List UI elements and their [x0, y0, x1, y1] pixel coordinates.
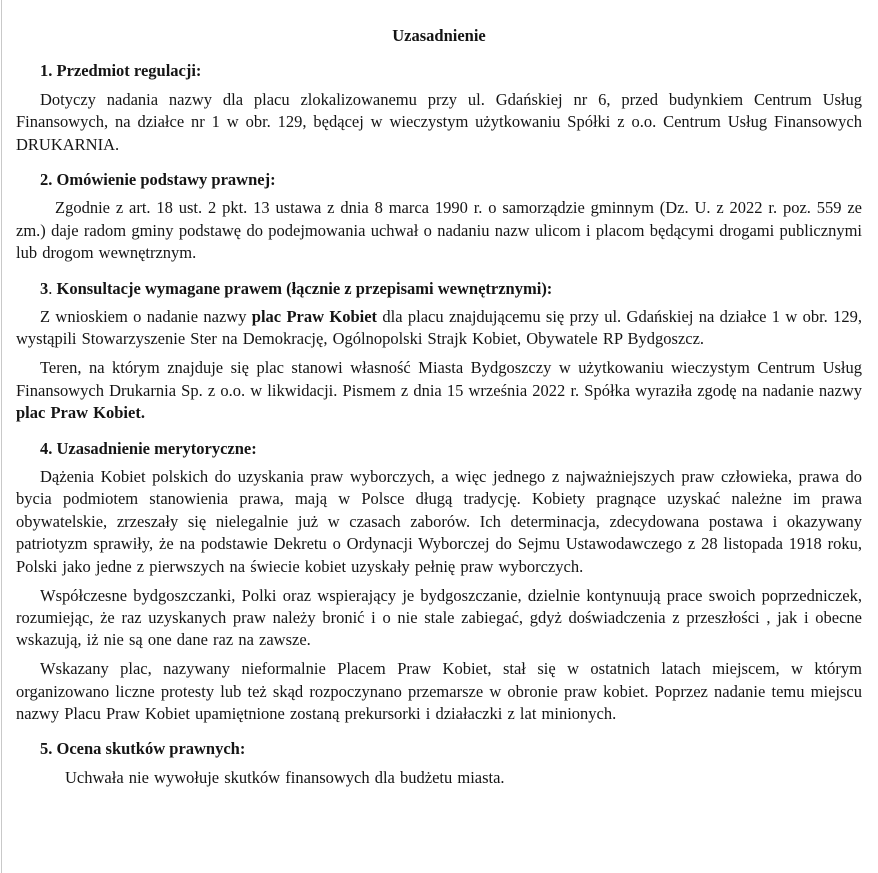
paragraph-text: dla placu znajdującemu się przy ul. Gdańskiej na działce 1 w obr. 129, wystąpili Stowarzyszenie Ster na Demokrację, Ogólnopolski Strajk Kobiet, Obywatele RP Bydgoszcz. [16, 307, 862, 349]
section-3-heading-number: 3 [40, 278, 49, 298]
section-3-heading-separator: . [48, 278, 57, 298]
paragraph-text: Z wnioskiem o nadanie nazwy [40, 307, 252, 327]
bold-phrase-plac-praw-kobiet: plac Praw Kobiet [251, 307, 378, 327]
section-3-paragraph-1 [16, 306, 862, 351]
section-4-heading: 4. Uzasadnienie merytoryczne: [40, 438, 257, 458]
section-5-paragraph-1: Uchwała nie wywołuje skutków finansowych dla budżetu miasta. [65, 767, 505, 787]
section-5-heading: 5. Ocena skutków prawnych: [40, 739, 246, 759]
section-2-heading: 2. Omówienie podstawy prawnej: [40, 170, 276, 190]
section-3-heading [16, 278, 862, 300]
paragraph-text: Teren, na którym znajduje się plac stanowi własność Miasta Bydgoszczy w użytkowaniu wieczystym Centrum Usług Finansowych Drukarnia Sp. z o.o. w likwidacji. Pismem z dnia 15 września 2022 r. Spółka wyraziła zgodę na nadanie nazwy [16, 358, 862, 400]
bold-phrase-plac-praw-kobiet: plac Praw Kobiet. [16, 403, 145, 423]
section-3-paragraph-2 [16, 357, 862, 424]
section-3-heading-text: Konsultacje wymagane prawem (łącznie z przepisami wewnętrznymi): [56, 278, 553, 298]
section-4-paragraph-1: Dążenia Kobiet polskich do uzyskania praw wyborczych, a więc jednego z najważniejszych praw człowieka, prawa do bycia podmiotem stanowienia prawa, mają w Polsce długą tradycję. Kobiety pragnące uzyskać należne im prawa obywatelskie, zrzeszały się nielegalnie już w czasach zaborów. Ich determinacja, zdecydowana postawa i okazywany patriotyzm sprawiły, że na podstawie Dekretu o Ordynacji Wyborczej do Sejmu Ustawodawczego z 28 listopada 1918 roku, Polski jako jedne z pierwszych na świecie kobiet uzyskały pełnię praw wyborczych. [16, 467, 862, 576]
section-4-paragraph-2: Współczesne bydgoszczanki, Polki oraz wspierający je bydgoszczanie, dzielnie kontynuują prace swoich poprzedniczek, rozumiejąc, że raz uzyskanych praw należy bronić i o nie stale zabiegać, gdyż doświadczenia z przeszłości , jak i obecne wskazują, iż nie są one dane raz na zawsze. [16, 585, 862, 650]
section-1-heading: 1. Przedmiot regulacji: [40, 61, 202, 81]
section-4-paragraph-3: Wskazany plac, nazywany nieformalnie Placem Praw Kobiet, stał się w ostatnich latach miejscem, w którym organizowano liczne protesty lub też skąd rozpoczynano przemarsze w obronie praw kobiet. Poprzez nadanie temu miejscu nazwy Placu Praw Kobiet upamiętnione zostaną prekursorki i działaczki z lat minionych. [16, 659, 862, 724]
section-2-paragraph-1: Zgodnie z art. 18 ust. 2 pkt. 13 ustawa z dnia 8 marca 1990 r. o samorządzie gminnym (Dz. U. z 2022 r. poz. 559 ze zm.) daje radom gminy podstawę do podejmowania uchwał o nadaniu nazw ulicom i placom będącymi drogami publicznymi lub drogom wewnętrznym. [16, 198, 862, 263]
section-1-paragraph-1: Dotyczy nadania nazwy dla placu zlokalizowanemu przy ul. Gdańskiej nr 6, przed budynkiem Centrum Usług Finansowych, na działce nr 1 w obr. 129, będącej w wieczystym użytkowaniu Spółki z o.o. Centrum Usług Finansowych DRUKARNIA. [16, 89, 862, 154]
document-title: Uzasadnienie [392, 26, 486, 45]
scan-edge-artifact-line [1, 0, 2, 873]
